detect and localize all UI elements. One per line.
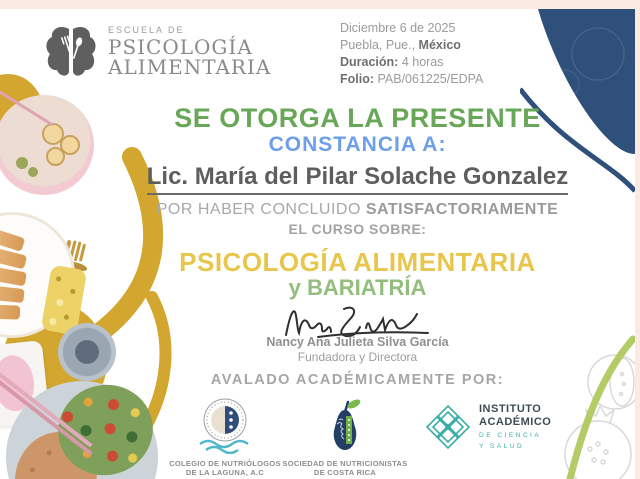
lattice-diamond-icon [425, 404, 471, 450]
org-caption: SOCIEDAD DE NUTRICIONISTAS [282, 459, 408, 468]
certificate-meta [340, 20, 483, 88]
signatory-role: Fundadora y Directora [297, 350, 418, 364]
recipient-name: Lic. María del Pilar Solache Gonzalez [100, 163, 615, 191]
org-colegio-nutriologos [155, 398, 295, 477]
course-intro: EL CURSO SOBRE: [288, 221, 427, 237]
signatory-name: Nancy Ana Julieta Silva García [266, 335, 449, 349]
meta-location: Puebla, Pue., México [340, 38, 461, 52]
colegio-seal-icon [190, 398, 260, 454]
org-caption: COLEGIO DE NUTRIÓLOGOS [169, 459, 281, 468]
award-subheading: CONSTANCIA A: [268, 133, 447, 156]
course-title-line1: PSICOLOGÍA ALIMENTARIA [179, 247, 536, 277]
org-sub-line: Y SALUD [479, 443, 525, 450]
school-name-line1: PSICOLOGÍA [108, 35, 253, 59]
fruit-lineart-decor [510, 304, 635, 479]
school-logo [44, 23, 271, 79]
org-caption: DE COSTA RICA [313, 468, 377, 477]
oatmeal-bowl-photo [0, 95, 94, 195]
org-sub-line: DE CIENCIA [479, 432, 542, 439]
meta-country: México [418, 38, 461, 52]
certificate-card [0, 9, 635, 479]
award-reason: POR HABER CONCLUIDO SATISFACTORIAMENTE [156, 201, 559, 218]
school-name-line2: ALIMENTARIA [108, 55, 272, 79]
org-sociedad-nutricionistas [275, 398, 415, 477]
org-name-line: ACADÉMICO [479, 416, 552, 428]
meta-duration: Duración: 4 horas [340, 55, 444, 69]
org-instituto-academico [425, 403, 595, 451]
course-title-line2: y BARIATRÍA [288, 275, 427, 300]
pear-icon [323, 398, 367, 454]
award-heading: SE OTORGA LA PRESENTE [174, 103, 541, 133]
brain-fork-spoon-icon [44, 23, 98, 79]
school-label-small: ESCUELA DE [108, 25, 185, 35]
org-name-line: INSTITUTO [479, 403, 542, 415]
meta-folio: Folio: PAB/061225/EDPA [340, 72, 484, 86]
org-caption: DE LA LAGUNA, A.C [185, 468, 265, 477]
endorsement-heading: AVALADO ACADÉMICAMENTE POR: [210, 372, 505, 388]
meta-date: Diciembre 6 de 2025 [340, 21, 456, 35]
